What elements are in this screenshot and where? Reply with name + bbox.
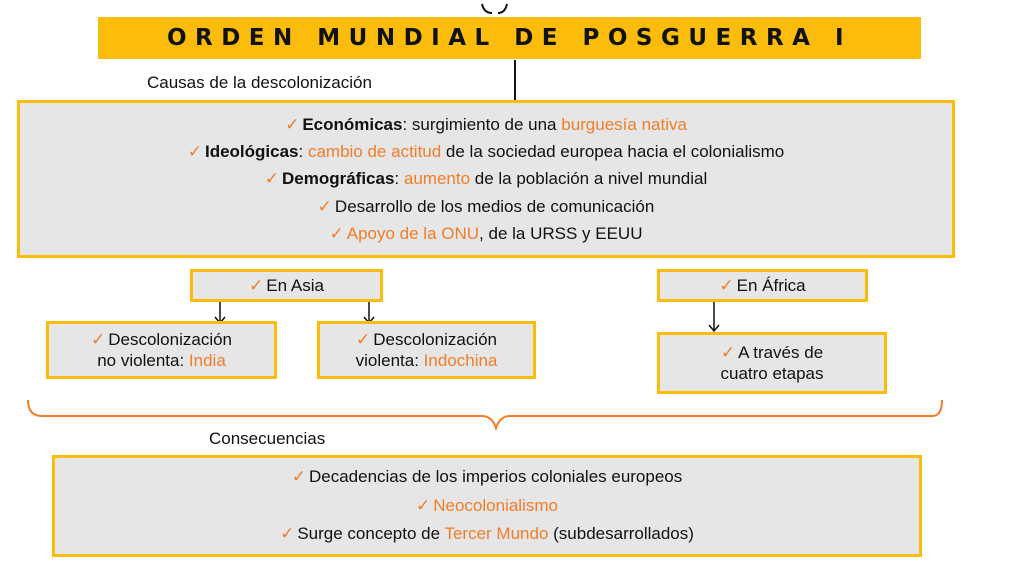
causa-demograficas: ✓ Demográficas: aumento de la población a nivel mundial	[264, 169, 708, 189]
no-violenta-box: ✓ Descolonización no violenta: India	[46, 321, 277, 379]
causa-ideologicas: ✓ Ideológicas: cambio de actitud de la sociedad europea hacia el colonialismo	[187, 142, 785, 162]
causas-box	[17, 100, 955, 258]
consecuencia-neocolonialismo: ✓ Neocolonialismo	[416, 495, 558, 515]
consecuencias-label: Consecuencias	[209, 429, 326, 448]
title-bar	[98, 17, 921, 59]
africa-box	[657, 269, 868, 302]
check-icon: ✓	[187, 142, 202, 162]
causas-label: Causas de la descolonización	[147, 73, 372, 92]
page-title: ORDEN MUNDIAL DE POSGUERRA I	[166, 25, 853, 51]
causa-apoyo: ✓ Apoyo de la ONU, de la URSS y EEUU	[329, 223, 643, 243]
asia-label: En Asia	[266, 275, 324, 295]
check-icon: ✓	[355, 329, 371, 349]
check-icon: ✓	[249, 275, 264, 295]
consecuencias-box	[52, 455, 922, 557]
check-icon: ✓	[280, 524, 295, 544]
check-icon: ✓	[720, 342, 736, 362]
check-icon: ✓	[90, 329, 106, 349]
arrow-down-icon	[704, 302, 724, 334]
grouping-brace	[20, 398, 950, 432]
check-icon: ✓	[264, 169, 279, 189]
violenta-box: ✓ Descolonización violenta: Indochina	[317, 321, 536, 379]
check-icon: ✓	[285, 115, 300, 135]
check-icon: ✓	[317, 196, 332, 216]
check-icon: ✓	[719, 275, 734, 295]
africa-label: En África	[736, 275, 806, 295]
consecuencia-tercer-mundo: ✓ Surge concepto de Tercer Mundo (subdesarrollados)	[280, 524, 694, 544]
consecuencia-decadencias: ✓ Decadencias de los imperios coloniales europeos	[291, 466, 683, 486]
check-icon: ✓	[329, 223, 344, 243]
etapas-box: ✓ A través de cuatro etapas	[657, 332, 887, 394]
asia-box	[190, 269, 383, 302]
top-connector-hook	[474, 0, 514, 18]
check-icon: ✓	[416, 495, 431, 515]
causa-medios: ✓ Desarrollo de los medios de comunicación	[317, 196, 655, 216]
check-icon: ✓	[291, 466, 306, 486]
causa-economicas: ✓ Económicas: surgimiento de una burguesía nativa	[285, 115, 687, 135]
